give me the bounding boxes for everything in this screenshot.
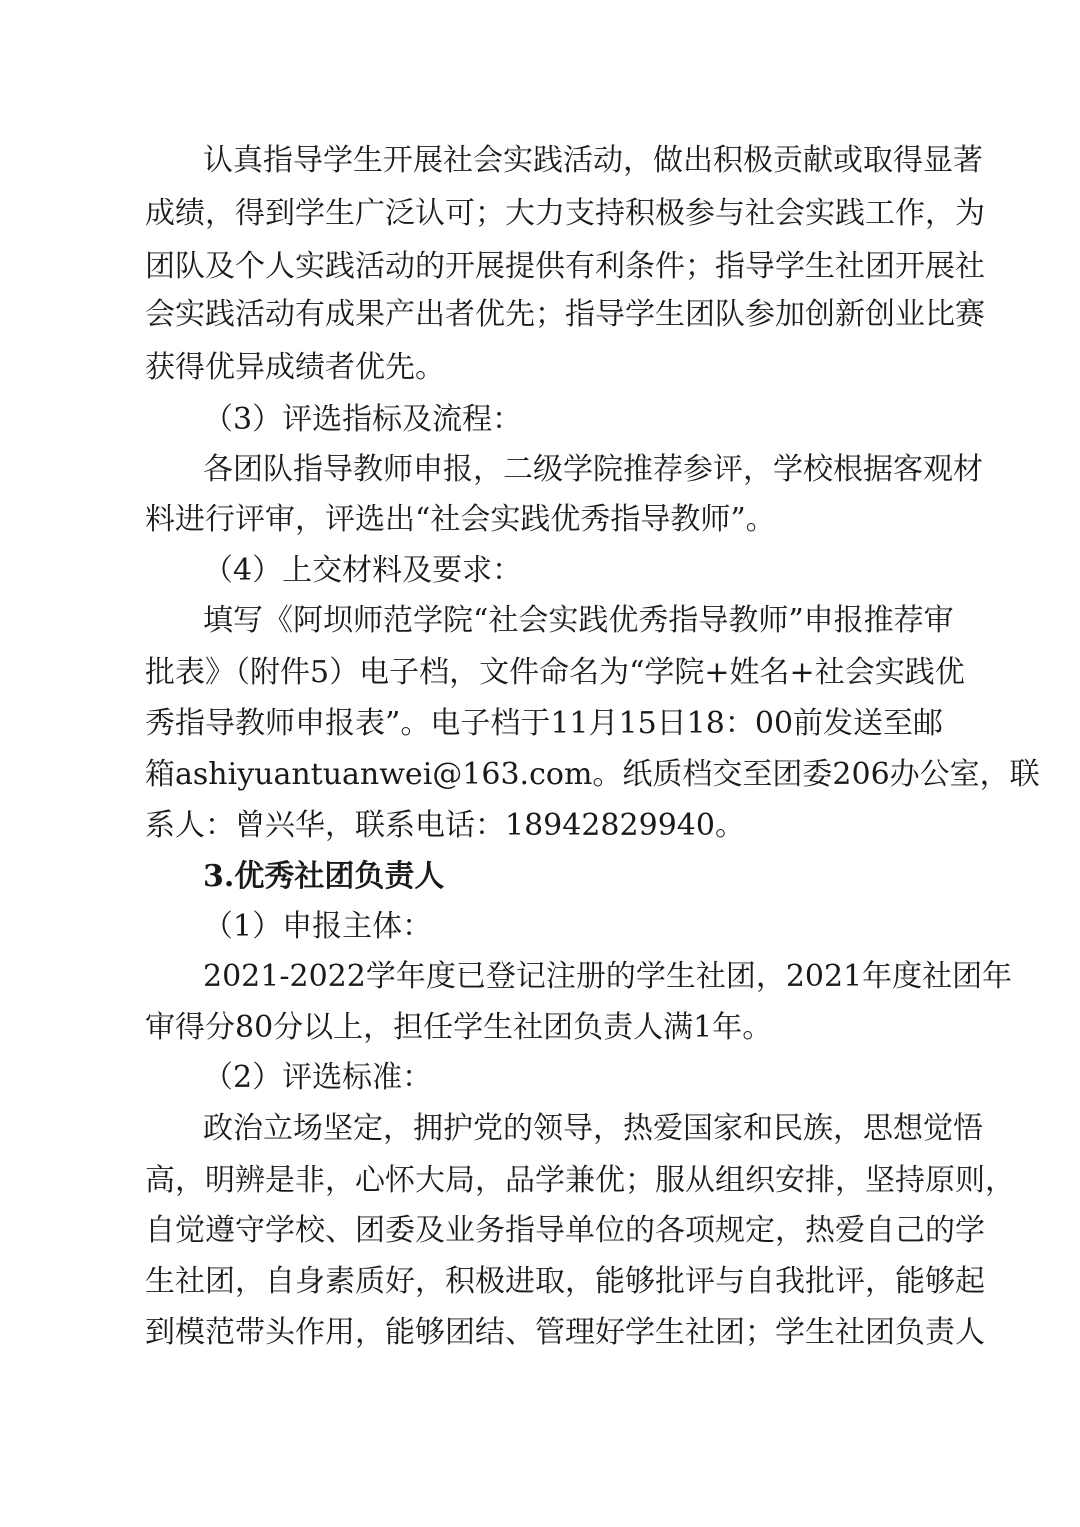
body-line <box>0 1008 1080 1048</box>
line-text: 会实践活动有成果产出者优先；指导学生团队参加创新创业比赛 <box>145 297 985 332</box>
line-text: 批表》（附件5）电子档，文件命名为“学院+姓名+社会实践优 <box>145 655 965 690</box>
line-text: 认真指导学生开展社会实践活动，做出积极贡献或取得显著 <box>203 143 983 178</box>
line-text: 自觉遵守学校、团委及业务指导单位的各项规定，热爱自己的学 <box>145 1213 985 1248</box>
line-text: 料进行评审，评选出“社会实践优秀指导教师”。 <box>145 502 776 537</box>
body-line <box>0 1262 1080 1302</box>
line-text: 高，明辨是非，心怀大局，品学兼优；服从组织安排，坚持原则， <box>145 1163 1015 1198</box>
section-heading-text: 3.优秀社团负责人 <box>203 859 445 894</box>
body-line <box>0 295 1080 335</box>
body-line <box>0 957 1080 997</box>
subheading-line <box>0 551 1080 591</box>
body-line <box>0 806 1080 846</box>
line-text: 团队及个人实践活动的开展提供有利条件；指导学生社团开展社 <box>145 249 985 284</box>
line-text: 审得分80分以上，担任学生社团负责人满1年。 <box>145 1010 773 1045</box>
line-text: 箱ashiyuantuanwei@163.com。纸质档交至团委206办公室，联 <box>145 757 1040 792</box>
body-line <box>0 601 1080 641</box>
body-line <box>0 500 1080 540</box>
body-line <box>0 704 1080 744</box>
line-text: 填写《阿坝师范学院“社会实践优秀指导教师”申报推荐审 <box>203 603 954 638</box>
line-text: 成绩，得到学生广泛认可；大力支持积极参与社会实践工作，为 <box>145 196 985 231</box>
body-line <box>0 247 1080 287</box>
subheading-line <box>0 1058 1080 1098</box>
body-line <box>0 348 1080 388</box>
line-text: 到模范带头作用，能够团结、管理好学生社团；学生社团负责人 <box>145 1315 985 1350</box>
subheading-line <box>0 400 1080 440</box>
line-text: 政治立场坚定，拥护党的领导，热爱国家和民族，思想觉悟 <box>203 1111 983 1146</box>
body-line <box>0 450 1080 490</box>
line-text: 系人：曾兴华，联系电话：18942829940。 <box>145 808 745 843</box>
body-line <box>0 1109 1080 1149</box>
body-line <box>0 1313 1080 1353</box>
line-text: （4）上交材料及要求： <box>203 553 523 588</box>
line-text: 秀指导教师申报表”。电子档于11月15日18：00前发送至邮 <box>145 706 944 741</box>
body-line <box>0 755 1080 795</box>
line-text: （3）评选指标及流程： <box>203 402 523 437</box>
line-text: 生社团，自身素质好，积极进取，能够批评与自我批评，能够起 <box>145 1264 985 1299</box>
line-text: （1）申报主体： <box>203 909 433 944</box>
line-text: （2）评选标准： <box>203 1060 433 1095</box>
subheading-line <box>0 907 1080 947</box>
body-line <box>0 1161 1080 1201</box>
line-text: 各团队指导教师申报，二级学院推荐参评，学校根据客观材 <box>203 452 983 487</box>
line-text: 2021-2022学年度已登记注册的学生社团，2021年度社团年 <box>203 959 1013 994</box>
section-heading <box>0 857 1080 897</box>
body-line <box>0 194 1080 234</box>
line-text: 获得优异成绩者优先。 <box>145 350 445 385</box>
body-line <box>0 1211 1080 1251</box>
body-line <box>0 653 1080 693</box>
body-line <box>0 141 1080 181</box>
